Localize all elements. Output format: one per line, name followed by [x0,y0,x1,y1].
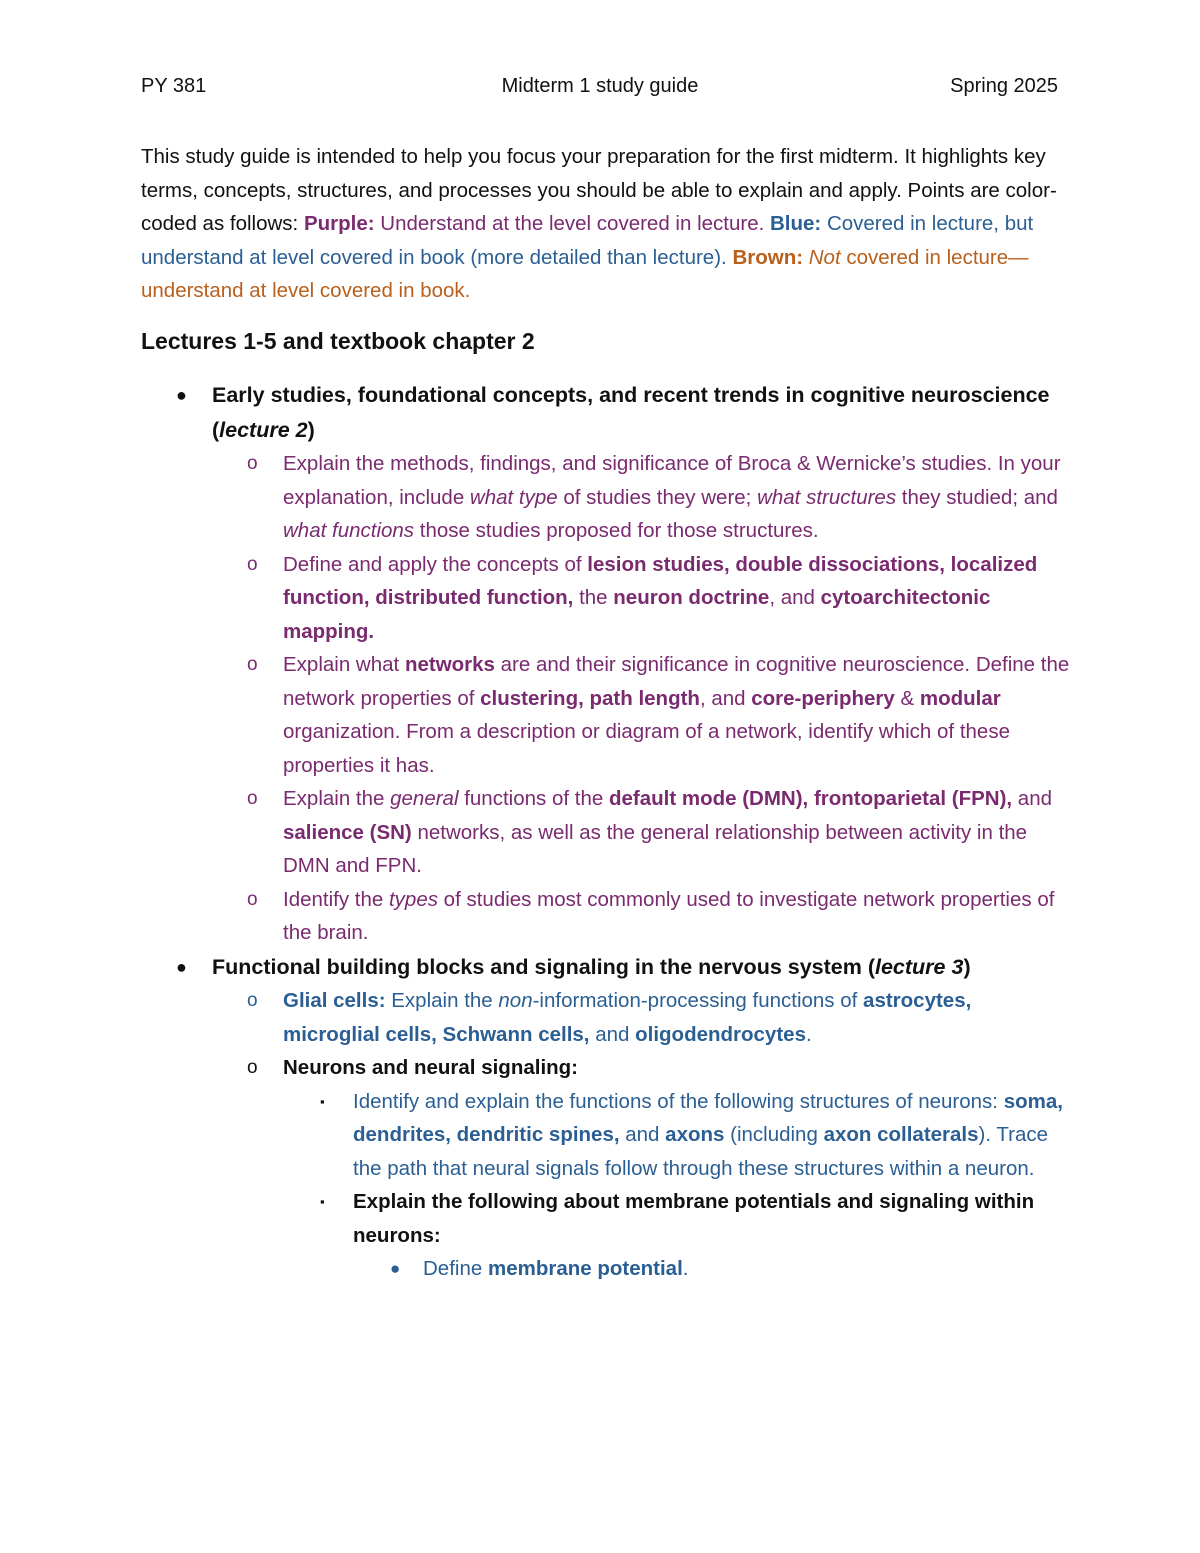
topic-early-studies [176,378,1072,447]
paren-close: ) [307,417,315,442]
key-term: axon collaterals [823,1123,979,1146]
topic-title: Functional building blocks and signaling in the nervous system ( [212,954,875,979]
item-label: Explain the following about membrane potentials and signaling within neurons: [353,1190,1035,1247]
bullet-circle-icon: o [247,654,258,675]
key-term: axons [665,1123,725,1146]
text: Identify and explain the functions of the following structures of neurons: [353,1089,1004,1113]
text: organization. From a description or diagram of a network, identify which of these properties it has. [283,720,1010,777]
legend-purple-text: Understand at the level covered in lecture. [374,212,770,235]
item-label: Glial cells: [283,989,386,1012]
emphasis: general [390,787,459,810]
header-title: Midterm 1 study guide [501,75,699,97]
item-label: Neurons and neural signaling: [283,1056,579,1079]
key-term: membrane potential [487,1257,683,1280]
list-item-networks [247,648,1073,782]
key-term: soma, dendrites, dendritic spines, [353,1089,1063,1146]
list-item-glial-cells [247,984,1073,1051]
key-term: clustering, path length [480,686,700,710]
key-term: modular [919,686,1001,710]
emphasis: non [498,989,533,1012]
legend-purple-label: Purple: [303,212,375,235]
text: the [573,586,614,609]
legend-brown-label: Brown: [732,245,804,269]
key-term: lesion studies, double dissociations, localized function, distributed function, [283,552,1038,609]
text: Identify the [283,887,389,911]
bullet-circle-icon: o [247,553,258,575]
emphasis: what functions [283,519,415,542]
list-item-define-membrane-potential [390,1252,1073,1286]
key-term: core-periphery [751,686,895,710]
intro-paragraph [141,140,1061,308]
legend-blue-label: Blue: [770,212,822,235]
bullet-disc-icon: ● [390,1259,401,1278]
text: & [894,686,920,710]
text: are and their significance in cognitive neuroscience. Define the network properties of [283,653,1070,710]
bullet-circle-icon: o [247,1057,258,1078]
key-term: oligodendrocytes [635,1022,806,1046]
bullet-square-icon: ▪ [320,1194,325,1209]
text: -information-processing functions of [532,989,864,1012]
legend-blue-text: Covered in lecture, but understand at level covered in book (more detailed than lecture). [141,212,1034,269]
bullet-circle-icon: o [247,888,258,910]
text: of studies most commonly used to investigate network properties of the brain. [283,887,1055,944]
header-term: Spring 2025 [950,75,1058,97]
text: and [1012,787,1053,810]
key-term: salience (SN) [283,820,412,844]
emphasis: what type [469,485,558,509]
text: Define and apply the concepts of [283,552,588,576]
list-item-neuron-structures [320,1085,1073,1186]
text: those studies proposed for those structures. [414,519,819,542]
text: Define [423,1257,488,1280]
text: of studies they were; [557,485,758,509]
text: ). Trace the path that neural signals follow through these structures within a neuron. [353,1123,1049,1180]
section-heading: Lectures 1-5 and textbook chapter 2 [141,328,535,354]
list-item-dmn-fpn [247,782,1073,883]
key-term: networks [404,653,495,676]
lecture-ref: lecture 2 [219,417,308,442]
list-item-lesion-concepts [247,548,1073,649]
legend-brown-text: covered in lecture—understand at level covered in book. [141,245,1029,302]
text: functions of the [458,787,609,810]
paren-close: ) [963,954,971,979]
key-term: cytoarchitectonic mapping. [283,586,991,643]
text: Explain the methods, findings, and significance of Broca & Wernicke’s studies. In your explanation, include [283,452,1061,509]
topic-building-blocks [176,950,1072,985]
key-term: neuron doctrine [613,586,770,609]
text: (including [724,1123,824,1146]
bullet-circle-icon: o [247,788,258,809]
emphasis: what structures [757,485,897,509]
text: networks, as well as the general relationship between activity in the DMN and FPN. [283,820,1028,877]
bullet-disc-icon: ● [176,956,187,977]
bullet-circle-icon: o [247,453,258,474]
text: and [619,1123,666,1146]
text: Explain what [283,653,405,676]
key-term: default mode (DMN), frontoparietal (FPN), [608,787,1013,810]
list-item-study-types [247,883,1073,950]
emphasis: types [388,887,438,911]
lecture-ref: lecture 3 [875,954,964,979]
text: Explain the [283,787,391,810]
bullet-disc-icon: ● [176,385,187,405]
text: . [805,1022,812,1046]
text: . [682,1257,689,1280]
text: and [589,1022,636,1046]
text: , and [699,686,752,710]
text: , and [769,586,821,609]
legend-brown-not: Not [808,245,841,269]
list-item-broca-wernicke [247,447,1073,548]
key-term: astrocytes, microglial cells, Schwann cells, [283,989,972,1046]
intro-text: This study guide is intended to help you focus your preparation for the first midterm. It highlights key terms, concepts, structures, and processes you should be able to explain and apply. Points are color-coded as follows: [141,145,1057,235]
bullet-circle-icon: o [247,990,258,1011]
text: Explain the [385,989,499,1012]
list-item-membrane-potentials [320,1185,1073,1252]
header-course: PY 381 [141,75,207,97]
list-item-neurons [247,1051,1073,1085]
bullet-square-icon: ▪ [320,1093,325,1109]
text: they studied; and [896,485,1058,509]
topic-title: Early studies, foundational concepts, and recent trends in cognitive neuroscience ( [212,383,1050,442]
outline-list [0,378,1200,1286]
